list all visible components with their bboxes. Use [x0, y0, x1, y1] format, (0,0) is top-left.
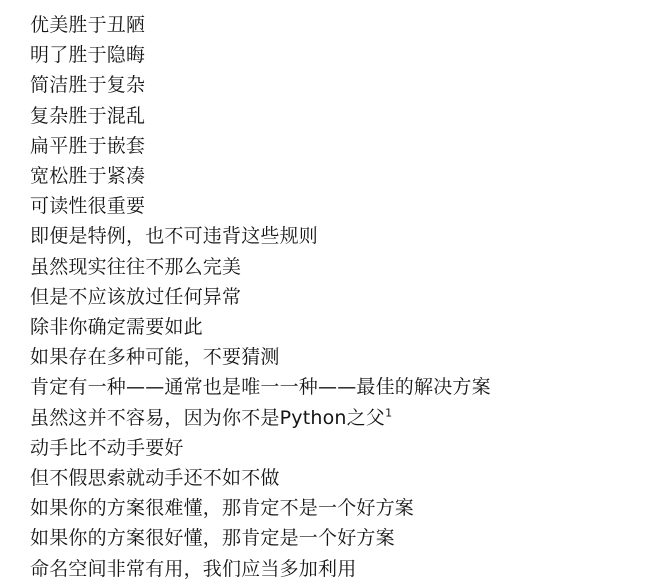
- poem-line: 肯定有一种——通常也是唯一一种——最佳的解决方案: [30, 376, 491, 399]
- poem-line: 如果你的方案很好懂，那肯定是一个好方案: [30, 527, 395, 550]
- poem-line: 除非你确定需要如此: [30, 316, 203, 339]
- poem-line: 如果存在多种可能，不要猜测: [30, 346, 280, 369]
- poem-line: 简洁胜于复杂: [30, 74, 146, 97]
- poem-line: 即便是特例，也不可违背这些规则: [30, 225, 319, 248]
- poem-line: 宽松胜于紧凑: [30, 165, 146, 188]
- poem-line: 但不假思索就动手还不如不做: [30, 467, 280, 490]
- footnote-marker: 1: [385, 406, 393, 420]
- poem-line: 可读性很重要: [30, 195, 146, 218]
- poem-line: 如果你的方案很难懂，那肯定不是一个好方案: [30, 497, 415, 520]
- poem-line-text: 虽然这并不容易，因为你不是Python之父: [30, 406, 386, 429]
- poem-line: 明了胜于隐晦: [30, 44, 146, 67]
- poem-line-with-footnote: [30, 403, 652, 433]
- poem-line: 但是不应该放过任何异常: [30, 285, 242, 308]
- poem-line: 虽然现实往往不那么完美: [30, 255, 242, 278]
- poem-line: 复杂胜于混乱: [30, 104, 146, 127]
- poem-line: 优美胜于丑陋: [30, 14, 146, 36]
- poem-line: 扁平胜于嵌套: [30, 134, 146, 157]
- poem-line: 命名空间非常有用，我们应当多加利用: [30, 557, 357, 580]
- poem-line: 动手比不动手要好: [30, 436, 184, 459]
